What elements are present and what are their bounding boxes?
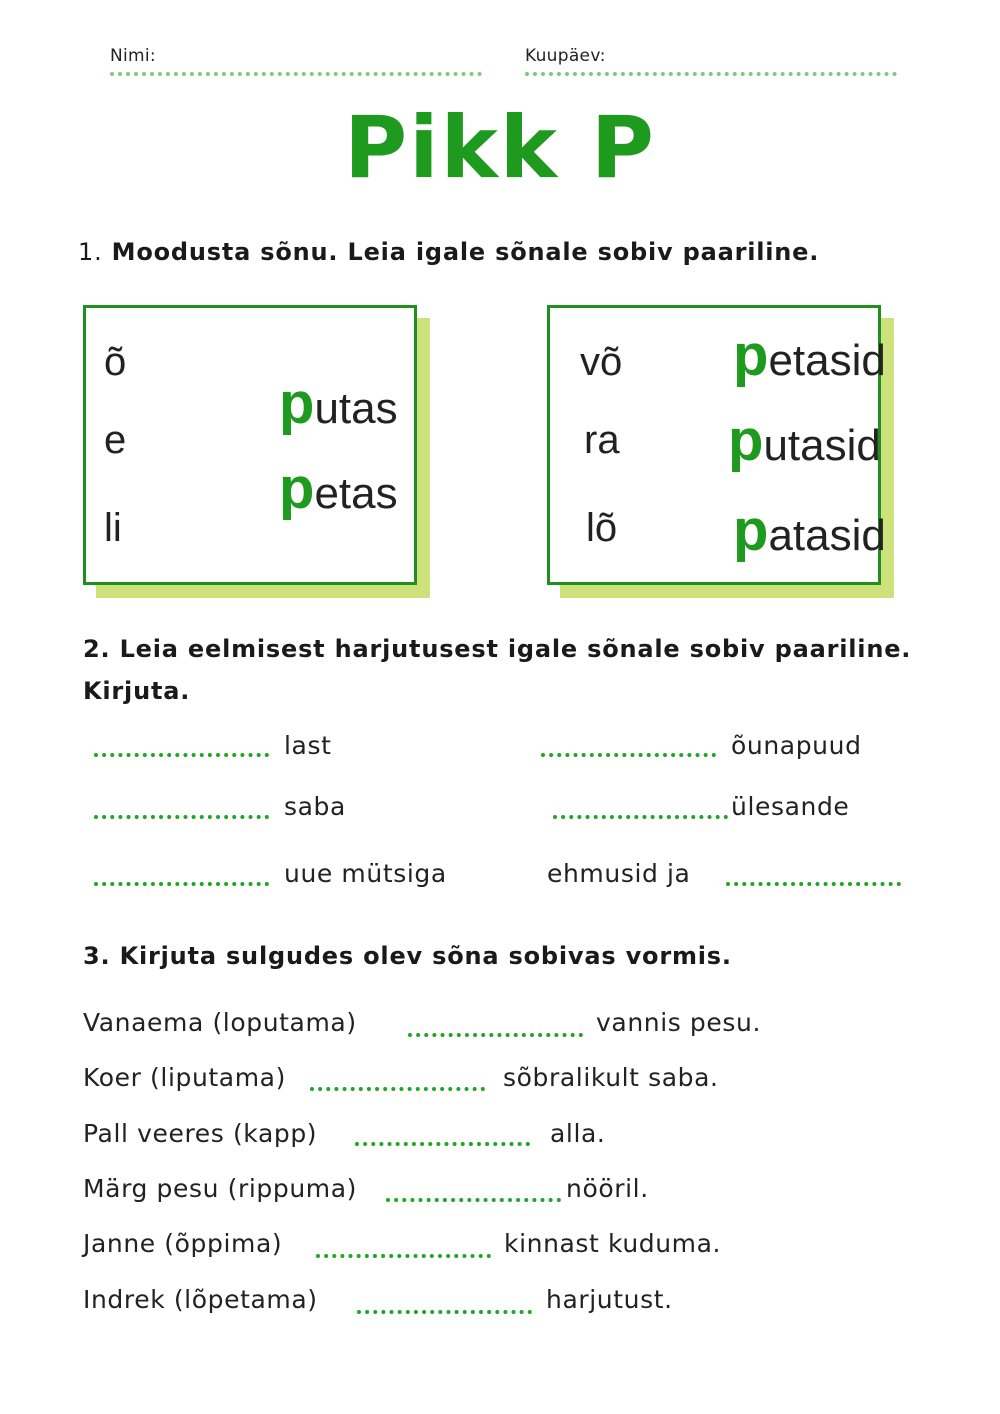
exercise-word: saba	[284, 792, 346, 821]
word-rest: etas	[314, 469, 398, 518]
word-rest: etasid	[768, 336, 886, 385]
syllable: lõ	[586, 506, 618, 550]
task2-instruction: 2. Leia eelmisest harjutusest igale sõnale sobiv paariline.	[83, 635, 912, 663]
answer-blank[interactable]	[355, 1142, 530, 1146]
syllable: õ	[104, 340, 127, 384]
word-part	[279, 455, 398, 522]
word-part	[733, 322, 886, 389]
word-rest: utas	[314, 384, 398, 433]
word-part	[733, 497, 886, 564]
sentence-end: sõbralikult saba.	[503, 1063, 719, 1092]
syllable: võ	[580, 340, 623, 384]
answer-blank[interactable]	[94, 753, 269, 757]
date-label: Kuupäev:	[525, 46, 606, 66]
sentence-start: Indrek (lõpetama)	[83, 1285, 318, 1314]
exercise-word: last	[284, 731, 332, 760]
page-title: Pikk P	[344, 98, 656, 198]
sentence-end: harjutust.	[546, 1285, 673, 1314]
task3-instruction: 3. Kirjuta sulgudes olev sõna sobivas vormis.	[83, 942, 732, 970]
sentence-end: alla.	[550, 1119, 606, 1148]
syllable-box-left	[83, 305, 417, 585]
task1-instruction	[78, 238, 819, 266]
name-field[interactable]	[110, 72, 482, 76]
answer-blank[interactable]	[94, 882, 269, 886]
letter-p: p	[733, 323, 769, 388]
word-part	[279, 370, 398, 437]
letter-p: p	[733, 498, 769, 563]
answer-blank[interactable]	[726, 882, 901, 886]
answer-blank[interactable]	[316, 1254, 491, 1258]
word-rest: atasid	[768, 511, 886, 560]
exercise-word: uue mütsiga	[284, 859, 447, 888]
sentence-end: kinnast kuduma.	[504, 1229, 722, 1258]
sentence-start: Pall veeres (kapp)	[83, 1119, 318, 1148]
task1-number: 1.	[78, 238, 103, 266]
answer-blank[interactable]	[357, 1310, 532, 1314]
syllable: e	[104, 418, 127, 462]
name-label: Nimi:	[110, 46, 156, 66]
letter-p: p	[279, 371, 315, 436]
syllable: li	[104, 506, 122, 550]
sentence-end: vannis pesu.	[596, 1008, 761, 1037]
letter-p: p	[279, 456, 315, 521]
word-rest: utasid	[763, 421, 881, 470]
sentence-end: nööril.	[566, 1174, 649, 1203]
letter-p: p	[728, 408, 764, 473]
answer-blank[interactable]	[408, 1033, 583, 1037]
answer-blank[interactable]	[94, 815, 269, 819]
sentence-start: Koer (liputama)	[83, 1063, 286, 1092]
word-part	[728, 407, 881, 474]
date-field[interactable]	[525, 72, 897, 76]
answer-blank[interactable]	[386, 1198, 561, 1202]
task2-instruction-cont: Kirjuta.	[83, 677, 191, 705]
answer-blank[interactable]	[553, 815, 728, 819]
sentence-start: Vanaema (loputama)	[83, 1008, 357, 1037]
sentence-start: Janne (õppima)	[83, 1229, 283, 1258]
exercise-word: õunapuud	[731, 731, 862, 760]
answer-blank[interactable]	[310, 1087, 485, 1091]
exercise-word: ehmusid ja	[547, 859, 691, 888]
sentence-start: Märg pesu (rippuma)	[83, 1174, 357, 1203]
answer-blank[interactable]	[541, 753, 716, 757]
task1-text: Moodusta sõnu. Leia igale sõnale sobiv paariline.	[111, 238, 820, 266]
syllable-box-right	[547, 305, 886, 585]
syllable: ra	[584, 418, 620, 462]
exercise-word: ülesande	[731, 792, 850, 821]
